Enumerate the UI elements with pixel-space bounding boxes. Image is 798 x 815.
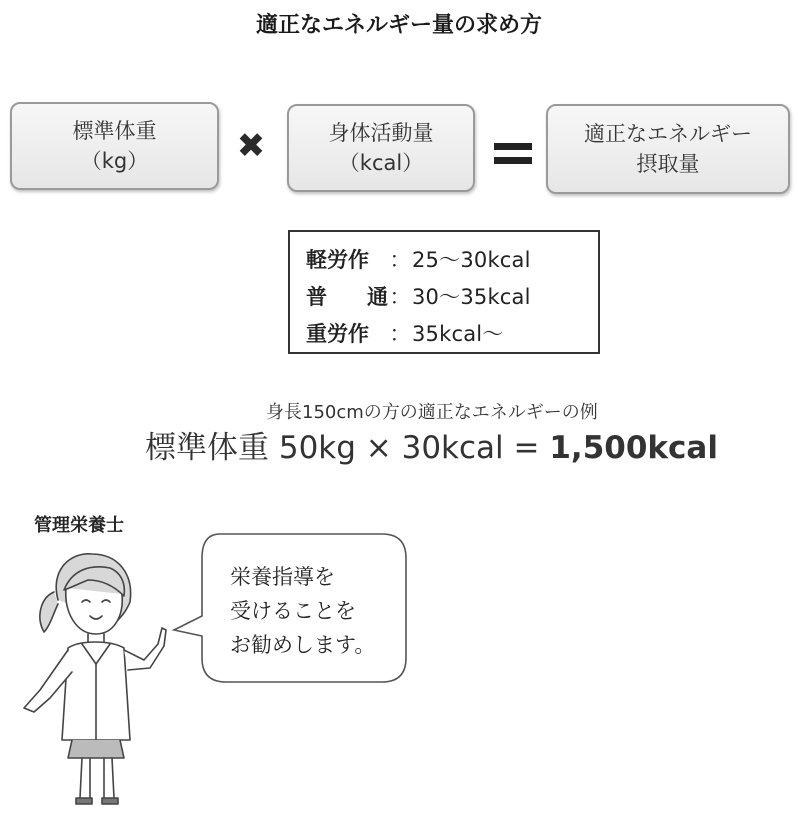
activity-row-light xyxy=(306,242,598,279)
activity-level-box xyxy=(287,104,475,192)
activity-level-table xyxy=(288,230,600,354)
page-title: 適正なエネルギー量の求め方 xyxy=(255,13,542,38)
activity-label: 軽労作 xyxy=(306,248,369,272)
activity-value: 30〜35kcal xyxy=(412,285,531,309)
multiply-icon: ✖ xyxy=(236,126,266,166)
example-calculation xyxy=(145,422,718,467)
separator: ： xyxy=(389,322,411,346)
dietitian-illustration xyxy=(10,540,180,810)
example-expression: 標準体重 50kg × 30kcal = xyxy=(145,430,550,466)
optimal-energy-box xyxy=(546,104,790,194)
speaker-role: 管理栄養士 xyxy=(34,515,124,536)
speech-line: 栄養指導を xyxy=(230,565,335,589)
example-result: 1,500kcal xyxy=(549,430,718,466)
separator: ： xyxy=(389,248,411,272)
activity-level-unit: （kcal） xyxy=(338,151,424,175)
standard-weight-unit: （kg） xyxy=(80,149,149,173)
activity-row-heavy xyxy=(306,316,598,353)
activity-value: 35kcal〜 xyxy=(412,322,504,346)
activity-value: 25〜30kcal xyxy=(412,248,531,272)
equals-icon xyxy=(494,143,534,165)
activity-label: 重労作 xyxy=(306,322,369,346)
speech-text xyxy=(230,560,375,662)
optimal-energy-sublabel: 摂取量 xyxy=(636,152,700,176)
standard-weight-label: 標準体重 xyxy=(72,119,157,143)
standard-weight-box xyxy=(10,102,219,190)
separator: ： xyxy=(389,285,411,309)
speech-line: 受けることを xyxy=(230,599,356,623)
optimal-energy-label: 適正なエネルギー xyxy=(584,122,752,146)
activity-label: 普 通 xyxy=(306,285,388,309)
activity-row-normal xyxy=(306,279,598,316)
speech-line: お勧めします。 xyxy=(230,633,376,657)
example-caption: 身長150cmの方の適正なエネルギーの例 xyxy=(266,402,598,423)
activity-level-label: 身体活動量 xyxy=(328,121,434,145)
